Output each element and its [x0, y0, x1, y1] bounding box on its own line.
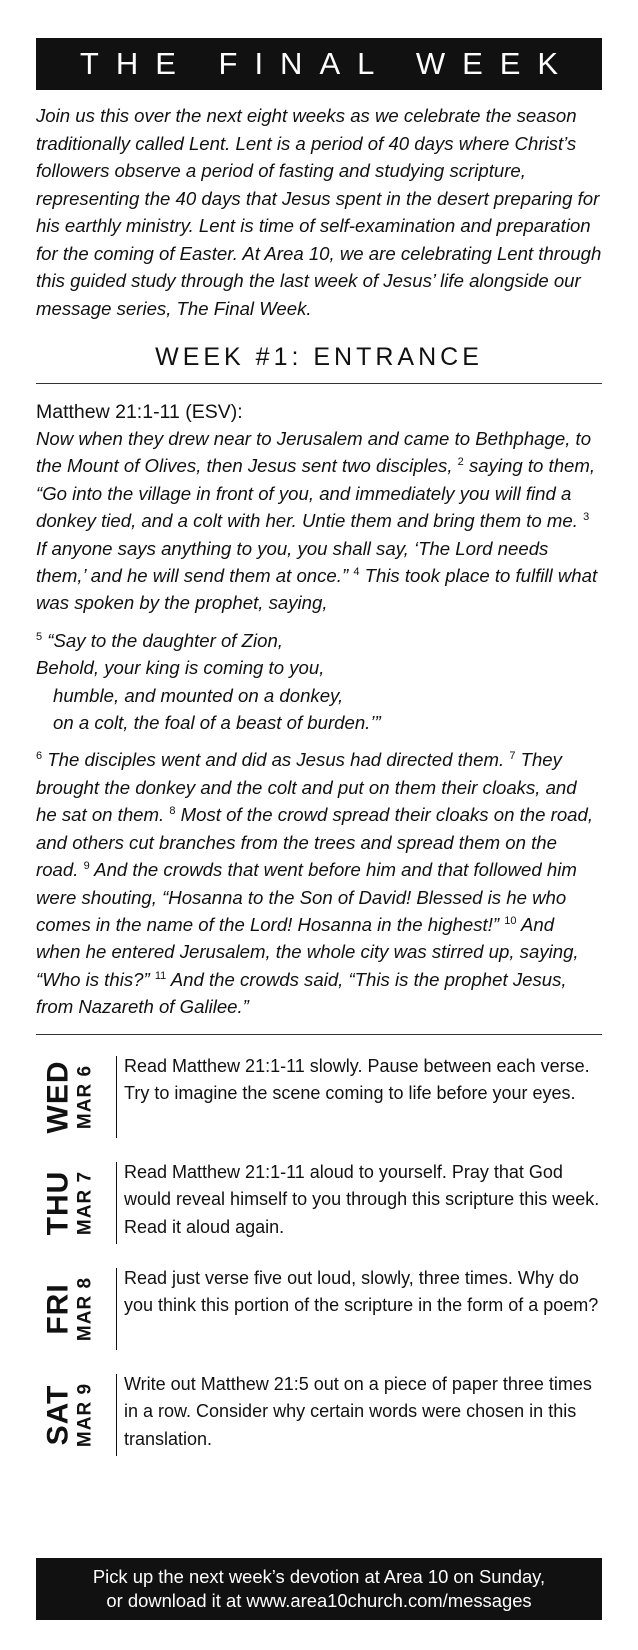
verse-number: 6: [36, 750, 43, 763]
day-name: THU: [41, 1170, 75, 1235]
scripture-poem: [36, 627, 602, 737]
day-divider: [116, 1162, 117, 1244]
verse-number: 3: [583, 511, 590, 524]
scripture-reference: Matthew 21:1-11 (ESV):: [36, 401, 243, 423]
day-label: [36, 1371, 102, 1459]
verse-number: 9: [83, 859, 90, 872]
week-heading: WEEK #1: ENTRANCE: [155, 343, 483, 371]
day-label: [36, 1159, 102, 1247]
scripture-passage-1: [36, 425, 602, 617]
day-entry-sat: [36, 1371, 602, 1459]
day-divider: [116, 1268, 117, 1350]
verse-number: 8: [169, 805, 176, 818]
day-divider: [116, 1056, 117, 1138]
verse-number: 10: [504, 914, 517, 927]
poem-line: on a colt, the foal of a beast of burden.’”: [53, 712, 381, 734]
verse-4: This took place to fulfill what was spoken by the prophet, saying,: [36, 565, 598, 614]
day-instructions: Read just verse five out loud, slowly, three times. Why do you think this portion of the scripture in the form of a poem?: [124, 1267, 599, 1316]
scripture-passage-2: [36, 746, 602, 1020]
day-name: FRI: [41, 1282, 75, 1335]
verse-number: 11: [154, 969, 167, 982]
verse-11: And the crowds said, “This is the prophet Jesus, from Nazareth of Galilee.”: [36, 968, 567, 1018]
day-divider: [116, 1374, 117, 1456]
day-instructions: Write out Matthew 21:5 out on a piece of paper three times in a row. Consider why certain words were chosen in this translation.: [124, 1373, 592, 1449]
day-date: MAR 8: [74, 1276, 96, 1341]
verse-number: 5: [36, 630, 43, 643]
footer-banner: [36, 1558, 602, 1620]
intro-paragraph: Join us this over the next eight weeks as we celebrate the season traditionally called Lent. Lent is a period of 40 days where Christ’s followers observe a period of fasting and studying scripture, representing the 40 days that Jesus spent in the desert preparing for his earthly ministry. Lent is time of self-examination and preparation for the coming of Easter. At Area 10, we are celebrating Lent through this guided study through the last week of Jesus’ life alongside our message series, The Final Week.: [36, 105, 602, 319]
verse-1: Now when they drew near to Jerusalem and came to Bethphage, to the Mount of Olives, then Jesus sent two disciples,: [36, 428, 592, 477]
verse-7: They brought the donkey and the colt and put on them their cloaks, and he sat on them.: [36, 749, 577, 826]
verse-number: 2: [457, 456, 464, 469]
day-name: SAT: [41, 1384, 75, 1445]
verse-6: The disciples went and did as Jesus had directed them.: [42, 749, 505, 771]
day-entry-wed: [36, 1053, 602, 1141]
day-date: MAR 6: [74, 1064, 96, 1129]
day-date: MAR 9: [74, 1382, 96, 1447]
day-label: [36, 1053, 102, 1141]
page-title: THE FINAL WEEK: [36, 38, 602, 90]
verse-number: 4: [353, 565, 360, 578]
footer-line: Pick up the next week’s devotion at Area 10 on Sunday,: [92, 1566, 546, 1587]
day-name: WED: [41, 1060, 75, 1134]
verse-9: And the crowds that went before him and that followed him were shouting, “Hosanna to the Son of David! Blessed is he who comes in the name of the Lord! Hosanna in the highest!”: [36, 859, 577, 935]
day-instructions: Read Matthew 21:1-11 aloud to yourself. Pray that God would reveal himself to you through this scripture this week. Read it aloud again.: [124, 1161, 600, 1237]
day-entry-fri: [36, 1265, 602, 1353]
verse-2: saying to them, “Go into the village in front of you, and immediately you will find a donkey tied, and a colt with her. Untie them and bring them to me.: [36, 455, 596, 532]
day-instructions: Read Matthew 21:1-11 slowly. Pause between each verse. Try to imagine the scene coming to life before your eyes.: [124, 1055, 590, 1104]
poem-line: $^5$ “Say to the daughter of Zion,: [36, 629, 283, 651]
verse-10: And when he entered Jerusalem, the whole city was stirred up, saying, “Who is this?”: [36, 913, 579, 990]
day-label: [36, 1265, 102, 1353]
verse-number: 7: [509, 750, 516, 763]
day-entry-thu: [36, 1159, 602, 1247]
verse-8: Most of the crowd spread their cloaks on the road, and others cut branches from the trees and spread them on the road.: [36, 804, 594, 881]
footer-link: or download it at www.area10church.com/messages: [106, 1590, 532, 1611]
poem-line: Behold, your king is coming to you,: [36, 657, 325, 679]
poem-line: humble, and mounted on a donkey,: [53, 684, 344, 706]
day-date: MAR 7: [74, 1170, 96, 1235]
section-divider: [36, 1034, 602, 1035]
section-divider: [36, 383, 602, 384]
verse-3: If anyone says anything to you, you shall say, ‘The Lord needs them,’ and he will send them at once.”: [36, 537, 549, 587]
devotion-page: [36, 38, 602, 1459]
